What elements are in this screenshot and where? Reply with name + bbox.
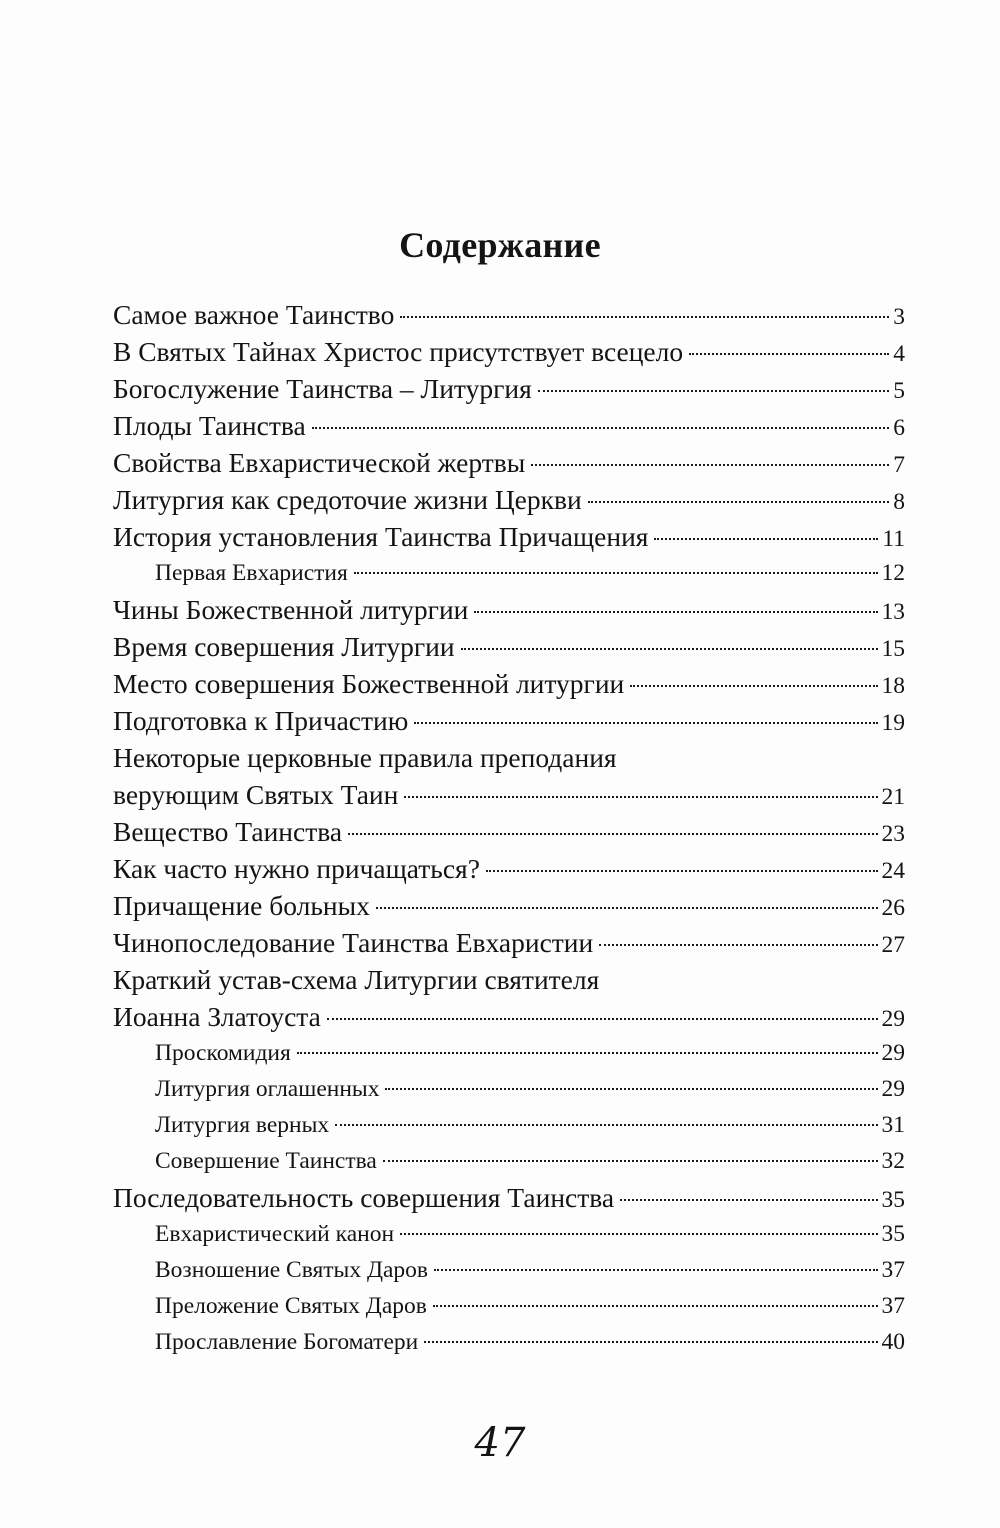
toc-entry-page: 35 (881, 1187, 905, 1213)
toc-entry-page: 11 (882, 526, 905, 552)
dot-leader (376, 907, 878, 909)
dot-leader (689, 353, 889, 355)
toc-entry (113, 813, 905, 850)
toc-entry-page: 8 (893, 489, 905, 515)
toc-entry-page: 29 (881, 1006, 905, 1032)
toc-subentry (113, 1288, 905, 1324)
dot-leader (620, 1199, 877, 1201)
toc-entry-page: 37 (881, 1257, 905, 1283)
toc-entry-label: Прославление Богоматери (155, 1329, 419, 1355)
toc-entry-label: Плоды Таинства (113, 410, 306, 441)
dot-leader (400, 316, 889, 318)
toc-entry-page: 12 (881, 560, 905, 586)
dot-leader (335, 1124, 877, 1126)
toc-entry-page: 32 (881, 1148, 905, 1174)
dot-leader (531, 464, 889, 466)
toc-entry-label: Подготовка к Причастию (113, 705, 409, 736)
toc-entry (113, 628, 905, 665)
toc-entry-label: Литургия верных (155, 1112, 330, 1138)
dot-leader (434, 1269, 877, 1271)
toc-entry (113, 850, 905, 887)
toc-entry-first-line (113, 739, 905, 776)
toc-subentry (113, 1216, 905, 1252)
toc-entry-label: Чины Божественной литургии (113, 594, 469, 625)
toc-subentry (113, 1107, 905, 1143)
toc-entry-page: 13 (881, 599, 905, 625)
dot-leader (588, 501, 890, 503)
dot-leader (538, 390, 890, 392)
toc-entry-first-line (113, 961, 905, 998)
toc-subentry (113, 1252, 905, 1288)
page-number: 47 (474, 1420, 526, 1466)
toc-entry (113, 333, 905, 370)
toc-entry-label: Чинопоследование Таинства Евхаристии (113, 927, 594, 958)
dot-leader (654, 538, 878, 540)
toc-entry (113, 444, 905, 481)
dot-leader (486, 870, 878, 872)
toc-entry (113, 924, 905, 961)
toc-entry-label: Проскомидия (155, 1040, 291, 1066)
toc-entry-page: 3 (893, 304, 905, 330)
toc-entry (113, 998, 905, 1035)
toc-entry-page: 24 (881, 858, 905, 884)
dot-leader (474, 611, 877, 613)
toc-entry-page: 26 (881, 895, 905, 921)
toc-entry-label: Свойства Евхаристической жертвы (113, 447, 526, 478)
toc-entry-label: Последовательность совершения Таинства (113, 1182, 615, 1213)
toc-entry-label: Иоанна Златоуста (113, 1001, 321, 1032)
toc-entry-label: Преложение Святых Даров (155, 1293, 427, 1319)
toc-entry-page: 29 (881, 1040, 905, 1066)
toc-entry (113, 370, 905, 407)
table-of-contents (113, 296, 905, 1360)
toc-entry (113, 481, 905, 518)
toc-entry-label: Место совершения Божественной литургии (113, 668, 625, 699)
toc-subentry (113, 1324, 905, 1360)
toc-entry-page: 21 (881, 784, 905, 810)
dot-leader (383, 1160, 878, 1162)
dot-leader (630, 685, 877, 687)
toc-entry (113, 1179, 905, 1216)
toc-entry-page: 19 (881, 710, 905, 736)
toc-entry-page: 37 (881, 1293, 905, 1319)
toc-entry-label: Богослужение Таинства – Литургия (113, 373, 532, 404)
toc-entry (113, 702, 905, 739)
toc-entry-label: История установления Таинства Причащения (113, 521, 649, 552)
toc-entry-page: 27 (881, 932, 905, 958)
dot-leader (354, 572, 878, 574)
toc-entry-page: 6 (893, 415, 905, 441)
dot-leader (327, 1018, 878, 1020)
toc-subentry (113, 1143, 905, 1179)
page-title: Содержание (399, 225, 601, 265)
dot-leader (414, 722, 877, 724)
toc-entry-label: Совершение Таинства (155, 1148, 377, 1174)
toc-entry (113, 887, 905, 924)
toc-entry-label: Самое важное Таинство (113, 299, 395, 330)
toc-entry-label: Литургия оглашенных (155, 1076, 380, 1102)
dot-leader (312, 427, 890, 429)
dot-leader (404, 796, 877, 798)
toc-entry-page: 35 (881, 1221, 905, 1247)
toc-entry-label: Вещество Таинства (113, 816, 343, 847)
toc-entry (113, 518, 905, 555)
toc-entry-label: Некоторые церковные правила преподания (113, 742, 617, 773)
dot-leader (433, 1305, 878, 1307)
dot-leader (348, 833, 877, 835)
toc-entry (113, 591, 905, 628)
toc-entry-label: Время совершения Литургии (113, 631, 455, 662)
toc-entry-label: Литургия как средоточие жизни Церкви (113, 484, 582, 515)
toc-subentry (113, 1035, 905, 1071)
dot-leader (599, 944, 877, 946)
toc-entry-label: Причащение больных (113, 890, 370, 921)
toc-entry (113, 665, 905, 702)
toc-entry-page: 29 (881, 1076, 905, 1102)
toc-subentry (113, 555, 905, 591)
toc-entry (113, 776, 905, 813)
dot-leader (400, 1233, 877, 1235)
toc-entry-label: Евхаристический канон (155, 1221, 395, 1247)
toc-entry-page: 40 (881, 1329, 905, 1355)
toc-entry-page: 5 (893, 378, 905, 404)
toc-entry-page: 4 (893, 341, 905, 367)
toc-entry-page: 7 (893, 452, 905, 478)
toc-entry-label: верующим Святых Таин (113, 779, 399, 810)
toc-entry-page: 18 (881, 673, 905, 699)
toc-subentry (113, 1071, 905, 1107)
toc-entry-label: Возношение Святых Даров (155, 1257, 429, 1283)
toc-entry-page: 23 (881, 821, 905, 847)
toc-entry-label: Краткий устав-схема Литургии святителя (113, 964, 600, 995)
toc-entry-label: Первая Евхаристия (155, 560, 348, 586)
toc-entry (113, 296, 905, 333)
toc-entry (113, 407, 905, 444)
dot-leader (297, 1052, 878, 1054)
dot-leader (424, 1341, 877, 1343)
toc-entry-label: Как часто нужно причащаться? (113, 853, 480, 884)
toc-entry-label: В Святых Тайнах Христос присутствует всецело (113, 336, 684, 367)
dot-leader (385, 1088, 877, 1090)
toc-entry-page: 31 (881, 1112, 905, 1138)
dot-leader (461, 648, 878, 650)
toc-entry-page: 15 (881, 636, 905, 662)
